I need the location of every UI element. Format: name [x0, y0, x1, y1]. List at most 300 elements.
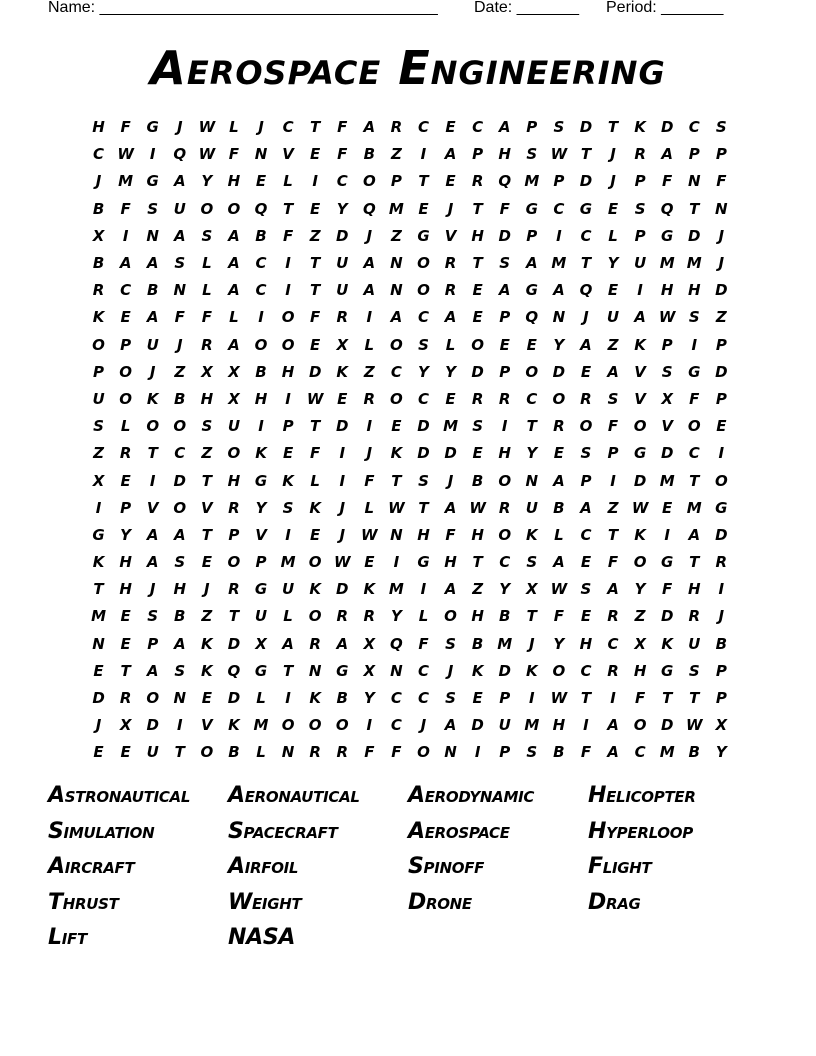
grid-row: [85, 739, 735, 766]
grid-letter: D: [715, 281, 728, 300]
grid-letter: Q: [498, 172, 512, 191]
grid-letter: W: [388, 498, 405, 517]
grid-letter: U: [688, 634, 701, 653]
grid-row: [85, 658, 735, 685]
grid-letter: I: [258, 308, 264, 327]
grid-letter: T: [662, 689, 673, 708]
grid-letter: T: [472, 254, 483, 273]
grid-letter: S: [147, 607, 159, 626]
grid-letter: E: [472, 689, 483, 708]
grid-letter: A: [228, 281, 240, 300]
grid-letter: B: [471, 634, 484, 653]
grid-letter: A: [498, 118, 511, 137]
grid-letter: A: [607, 362, 619, 381]
grid-letter: A: [146, 553, 159, 572]
grid-letter: O: [146, 689, 160, 708]
grid-letter: A: [607, 580, 619, 599]
grid-letter: E: [418, 199, 429, 218]
grid-letter: I: [718, 580, 725, 599]
grid-letter: S: [445, 634, 456, 653]
grid-row: [85, 467, 735, 494]
grid-letter: B: [174, 389, 186, 408]
grid-letter: D: [308, 362, 322, 381]
grid-letter: S: [418, 335, 429, 354]
grid-letter: U: [525, 498, 538, 517]
grid-letter: M: [388, 199, 404, 218]
grid-letter: C: [282, 118, 294, 137]
grid-letter: G: [661, 226, 674, 245]
grid-letter: I: [339, 471, 346, 490]
grid-letter: P: [499, 308, 511, 327]
grid-letter: W: [198, 145, 216, 164]
grid-letter: D: [688, 226, 701, 245]
grid-letter: D: [498, 226, 511, 245]
grid-letter: P: [715, 145, 727, 164]
grid-letter: G: [688, 362, 701, 381]
grid-letter: I: [420, 580, 427, 599]
grid-letter: R: [444, 281, 457, 300]
grid-letter: S: [201, 226, 213, 245]
grid-letter: T: [391, 471, 402, 490]
grid-letter: V: [255, 525, 267, 544]
grid-letter: B: [255, 362, 267, 381]
word-bank-item: Aircraft: [48, 854, 135, 879]
grid-letter: E: [472, 281, 483, 300]
grid-letter: D: [417, 417, 430, 436]
grid-letter: E: [120, 743, 131, 762]
grid-letter: E: [607, 199, 619, 218]
grid-letter: A: [607, 743, 619, 762]
grid-letter: L: [364, 335, 375, 354]
grid-letter: H: [227, 172, 241, 191]
grid-letter: F: [499, 199, 510, 218]
grid-letter: P: [390, 172, 402, 191]
grid-letter: R: [309, 743, 321, 762]
grid-letter: I: [393, 553, 400, 572]
grid-letter: W: [117, 145, 134, 164]
grid-letter: T: [526, 417, 537, 436]
grid-letter: W: [306, 389, 324, 408]
grid-letter: C: [688, 118, 700, 137]
grid-letter: C: [417, 118, 429, 137]
grid-letter: Y: [120, 525, 132, 544]
grid-letter: H: [173, 580, 187, 599]
grid-letter: A: [228, 226, 240, 245]
grid-letter: D: [227, 634, 241, 653]
grid-letter: T: [418, 498, 429, 517]
grid-letter: Z: [201, 444, 213, 463]
grid-letter: I: [176, 716, 183, 735]
grid-letter: G: [417, 226, 430, 245]
grid-letter: S: [174, 553, 186, 572]
grid-letter: L: [229, 118, 239, 137]
grid-letter: C: [553, 199, 565, 218]
grid-letter: F: [445, 525, 456, 544]
grid-letter: F: [689, 389, 700, 408]
grid-letter: J: [149, 580, 156, 599]
grid-letter: M: [118, 172, 134, 191]
grid-letter: B: [498, 607, 511, 626]
grid-letter: I: [474, 743, 481, 762]
grid-letter: G: [336, 661, 349, 680]
grid-letter: P: [120, 498, 132, 517]
grid-letter: S: [418, 471, 429, 490]
grid-letter: Q: [660, 199, 674, 218]
grid-letter: S: [174, 661, 186, 680]
grid-letter: E: [364, 553, 375, 572]
grid-letter: E: [337, 389, 348, 408]
grid-row: [85, 522, 735, 549]
grid-letter: Y: [607, 254, 619, 273]
grid-letter: T: [201, 525, 212, 544]
grid-letter: P: [715, 389, 727, 408]
grid-letter: K: [309, 498, 321, 517]
grid-letter: H: [444, 553, 457, 572]
grid-letter: S: [526, 553, 538, 572]
grid-letter: E: [255, 172, 267, 191]
grid-letter: I: [610, 689, 616, 708]
word-bank-item: Spinoff: [408, 854, 485, 879]
grid-letter: R: [498, 498, 511, 517]
grid-letter: C: [255, 254, 267, 273]
grid-letter: K: [146, 389, 159, 408]
grid-letter: I: [366, 716, 373, 735]
grid-row: [85, 114, 735, 141]
word-bank-item: Aerodynamic: [408, 783, 535, 808]
word-bank-item: Aeronautical: [228, 783, 360, 808]
grid-letter: A: [173, 634, 186, 653]
grid-row: [85, 304, 735, 331]
grid-letter: B: [146, 281, 159, 300]
grid-letter: Z: [634, 607, 646, 626]
grid-letter: N: [146, 226, 159, 245]
grid-letter: Z: [309, 226, 321, 245]
grid-letter: X: [363, 661, 376, 680]
grid-letter: F: [418, 634, 429, 653]
grid-letter: E: [472, 444, 483, 463]
grid-letter: R: [634, 145, 646, 164]
word-bank-item: Helicopter: [588, 783, 696, 808]
grid-letter: U: [146, 335, 159, 354]
grid-letter: H: [471, 525, 484, 544]
grid-letter: G: [254, 471, 268, 490]
grid-letter: R: [607, 661, 619, 680]
grid-letter: M: [524, 172, 540, 191]
grid-letter: N: [552, 308, 566, 327]
grid-letter: F: [607, 553, 619, 572]
grid-letter: F: [120, 118, 131, 137]
grid-letter: M: [524, 716, 540, 735]
grid-letter: B: [228, 743, 240, 762]
grid-letter: W: [658, 308, 676, 327]
grid-letter: T: [689, 199, 700, 218]
grid-letter: T: [580, 689, 592, 708]
page-title: Aerospace Engineering: [150, 41, 666, 95]
grid-letter: K: [201, 661, 213, 680]
grid-letter: M: [686, 498, 702, 517]
grid-letter: O: [498, 471, 512, 490]
grid-letter: P: [147, 634, 159, 653]
grid-letter: C: [688, 444, 700, 463]
grid-letter: N: [390, 254, 403, 273]
grid-letter: E: [282, 444, 294, 463]
grid-letter: P: [472, 145, 484, 164]
grid-letter: T: [93, 580, 104, 599]
grid-letter: L: [310, 471, 320, 490]
grid-letter: F: [662, 172, 673, 191]
grid-letter: C: [580, 525, 592, 544]
grid-letter: F: [662, 580, 673, 599]
grid-letter: S: [580, 580, 592, 599]
grid-letter: A: [553, 471, 565, 490]
grid-letter: F: [337, 118, 348, 137]
grid-letter: B: [553, 498, 565, 517]
grid-letter: J: [258, 118, 264, 137]
grid-letter: A: [119, 254, 132, 273]
grid-letter: E: [120, 308, 131, 327]
grid-letter: U: [173, 199, 186, 218]
grid-letter: D: [471, 362, 484, 381]
grid-letter: P: [607, 444, 619, 463]
grid-letter: O: [633, 417, 647, 436]
grid-letter: L: [364, 498, 375, 517]
grid-letter: G: [146, 172, 159, 191]
grid-letter: R: [201, 335, 213, 354]
grid-letter: E: [526, 335, 537, 354]
grid-letter: O: [390, 389, 403, 408]
grid-letter: D: [336, 580, 349, 599]
grid-letter: I: [528, 689, 535, 708]
grid-letter: T: [310, 118, 321, 137]
grid-row: [85, 413, 735, 440]
grid-letter: O: [227, 444, 241, 463]
grid-letter: S: [526, 743, 538, 762]
grid-letter: K: [363, 580, 376, 599]
grid-letter: A: [173, 525, 186, 544]
grid-letter: M: [551, 254, 567, 273]
grid-letter: L: [256, 743, 266, 762]
grid-letter: A: [444, 716, 457, 735]
grid-letter: J: [339, 498, 346, 517]
grid-letter: F: [228, 145, 240, 164]
grid-row: [85, 250, 735, 277]
grid-letter: Y: [255, 498, 267, 517]
grid-letter: F: [120, 199, 131, 218]
grid-letter: S: [580, 444, 592, 463]
grid-letter: S: [715, 118, 727, 137]
grid-letter: X: [201, 362, 213, 381]
grid-letter: U: [336, 254, 349, 273]
grid-letter: T: [526, 607, 537, 626]
grid-letter: N: [390, 525, 403, 544]
grid-letter: K: [525, 661, 538, 680]
grid-letter: I: [691, 335, 698, 354]
grid-letter: R: [580, 389, 592, 408]
grid-letter: G: [661, 661, 674, 680]
grid-letter: Z: [607, 335, 619, 354]
grid-letter: X: [715, 716, 728, 735]
grid-letter: E: [580, 553, 592, 572]
grid-letter: I: [339, 444, 346, 463]
grid-letter: C: [336, 172, 348, 191]
grid-letter: O: [417, 743, 430, 762]
grid-letter: J: [447, 199, 454, 218]
grid-letter: T: [310, 254, 321, 273]
grid-letter: E: [310, 145, 321, 164]
grid-letter: E: [553, 444, 564, 463]
grid-letter: W: [550, 580, 568, 599]
grid-letter: D: [173, 471, 186, 490]
grid-letter: I: [556, 226, 562, 245]
grid-letter: J: [95, 172, 102, 191]
grid-letter: C: [93, 145, 105, 164]
grid-letter: L: [120, 417, 131, 436]
grid-letter: J: [176, 335, 183, 354]
grid-letter: T: [120, 661, 131, 680]
grid-letter: E: [499, 335, 510, 354]
grid-letter: D: [444, 444, 457, 463]
grid-letter: G: [579, 199, 593, 218]
grid-letter: G: [146, 118, 159, 137]
grid-letter: G: [661, 553, 674, 572]
grid-letter: P: [255, 553, 267, 572]
grid-letter: A: [607, 716, 619, 735]
grid-letter: N: [390, 281, 403, 300]
grid-letter: T: [607, 118, 619, 137]
grid-letter: E: [93, 661, 104, 680]
grid-letter: L: [418, 607, 429, 626]
grid-letter: V: [661, 417, 673, 436]
grid-letter: A: [553, 553, 565, 572]
grid-letter: O: [417, 281, 430, 300]
grid-letter: M: [659, 471, 675, 490]
grid-letter: O: [281, 308, 295, 327]
grid-letter: W: [361, 525, 378, 544]
grid-letter: C: [390, 716, 402, 735]
grid-letter: H: [687, 281, 701, 300]
date-field: Date: _______: [474, 0, 579, 16]
grid-letter: R: [119, 444, 132, 463]
grid-letter: G: [417, 553, 430, 572]
grid-letter: V: [201, 498, 213, 517]
grid-letter: D: [660, 716, 674, 735]
word-bank-item: Hyperloop: [588, 818, 693, 844]
grid-letter: C: [580, 226, 592, 245]
grid-letter: T: [689, 553, 700, 572]
grid-letter: I: [285, 254, 291, 273]
grid-letter: I: [420, 145, 427, 164]
grid-letter: H: [200, 389, 214, 408]
grid-letter: J: [339, 525, 346, 544]
grid-letter: V: [282, 145, 294, 164]
grid-letter: J: [204, 580, 210, 599]
grid-letter: F: [580, 743, 592, 762]
grid-letter: C: [390, 689, 402, 708]
word-bank-item: NASA: [228, 925, 296, 950]
grid-letter: S: [607, 389, 619, 408]
grid-letter: D: [660, 118, 674, 137]
grid-letter: M: [659, 743, 675, 762]
period-field: Period: _______: [606, 0, 724, 16]
grid-letter: K: [336, 362, 349, 381]
grid-letter: K: [255, 444, 267, 463]
grid-letter: J: [149, 362, 156, 381]
grid-letter: M: [280, 553, 296, 572]
grid-letter: T: [174, 743, 185, 762]
grid-letter: N: [525, 471, 539, 490]
grid-letter: B: [688, 743, 700, 762]
grid-letter: P: [580, 471, 592, 490]
grid-letter: J: [95, 716, 102, 735]
grid-letter: D: [417, 444, 430, 463]
grid-letter: D: [660, 607, 674, 626]
grid-letter: H: [660, 281, 674, 300]
word-bank-item: Lift: [48, 925, 87, 950]
grid-row: [85, 332, 735, 359]
grid-letter: A: [146, 254, 159, 273]
grid-letter: S: [688, 308, 700, 327]
grid-letter: I: [258, 417, 264, 436]
grid-letter: D: [579, 118, 593, 137]
grid-letter: W: [685, 716, 703, 735]
grid-letter: M: [253, 716, 269, 735]
grid-letter: A: [525, 254, 538, 273]
grid-letter: U: [498, 716, 511, 735]
grid-letter: P: [93, 362, 105, 381]
grid-letter: K: [309, 689, 321, 708]
grid-letter: N: [254, 145, 268, 164]
grid-letter: V: [634, 362, 646, 381]
grid-letter: R: [309, 634, 321, 653]
grid-letter: U: [227, 417, 241, 436]
grid-letter: A: [146, 525, 159, 544]
grid-letter: U: [92, 389, 105, 408]
word-bank-item: Thrust: [48, 889, 119, 915]
grid-letter: J: [610, 172, 616, 191]
grid-letter: H: [417, 525, 430, 544]
grid-letter: O: [552, 389, 566, 408]
grid-letter: E: [391, 417, 402, 436]
grid-letter: F: [364, 743, 375, 762]
grid-letter: F: [337, 145, 348, 164]
grid-letter: I: [366, 417, 373, 436]
grid-letter: G: [715, 498, 728, 517]
grid-letter: E: [310, 335, 321, 354]
grid-letter: H: [119, 580, 132, 599]
grid-letter: G: [633, 444, 647, 463]
grid-letter: H: [498, 444, 511, 463]
grid-letter: A: [580, 335, 592, 354]
grid-letter: Q: [390, 634, 403, 653]
grid-row: [85, 549, 735, 576]
grid-letter: A: [173, 172, 186, 191]
grid-letter: I: [285, 389, 291, 408]
grid-letter: K: [228, 716, 240, 735]
word-bank-item: Flight: [588, 854, 652, 879]
grid-letter: F: [391, 743, 402, 762]
grid-row: [85, 168, 735, 195]
grid-letter: O: [227, 553, 241, 572]
grid-letter: E: [580, 607, 592, 626]
grid-letter: O: [687, 417, 701, 436]
grid-letter: I: [122, 226, 129, 245]
grid-letter: D: [471, 716, 484, 735]
grid-letter: Q: [579, 281, 593, 300]
grid-letter: J: [420, 716, 427, 735]
grid-letter: X: [228, 362, 240, 381]
grid-letter: D: [579, 172, 593, 191]
grid-letter: D: [498, 661, 511, 680]
